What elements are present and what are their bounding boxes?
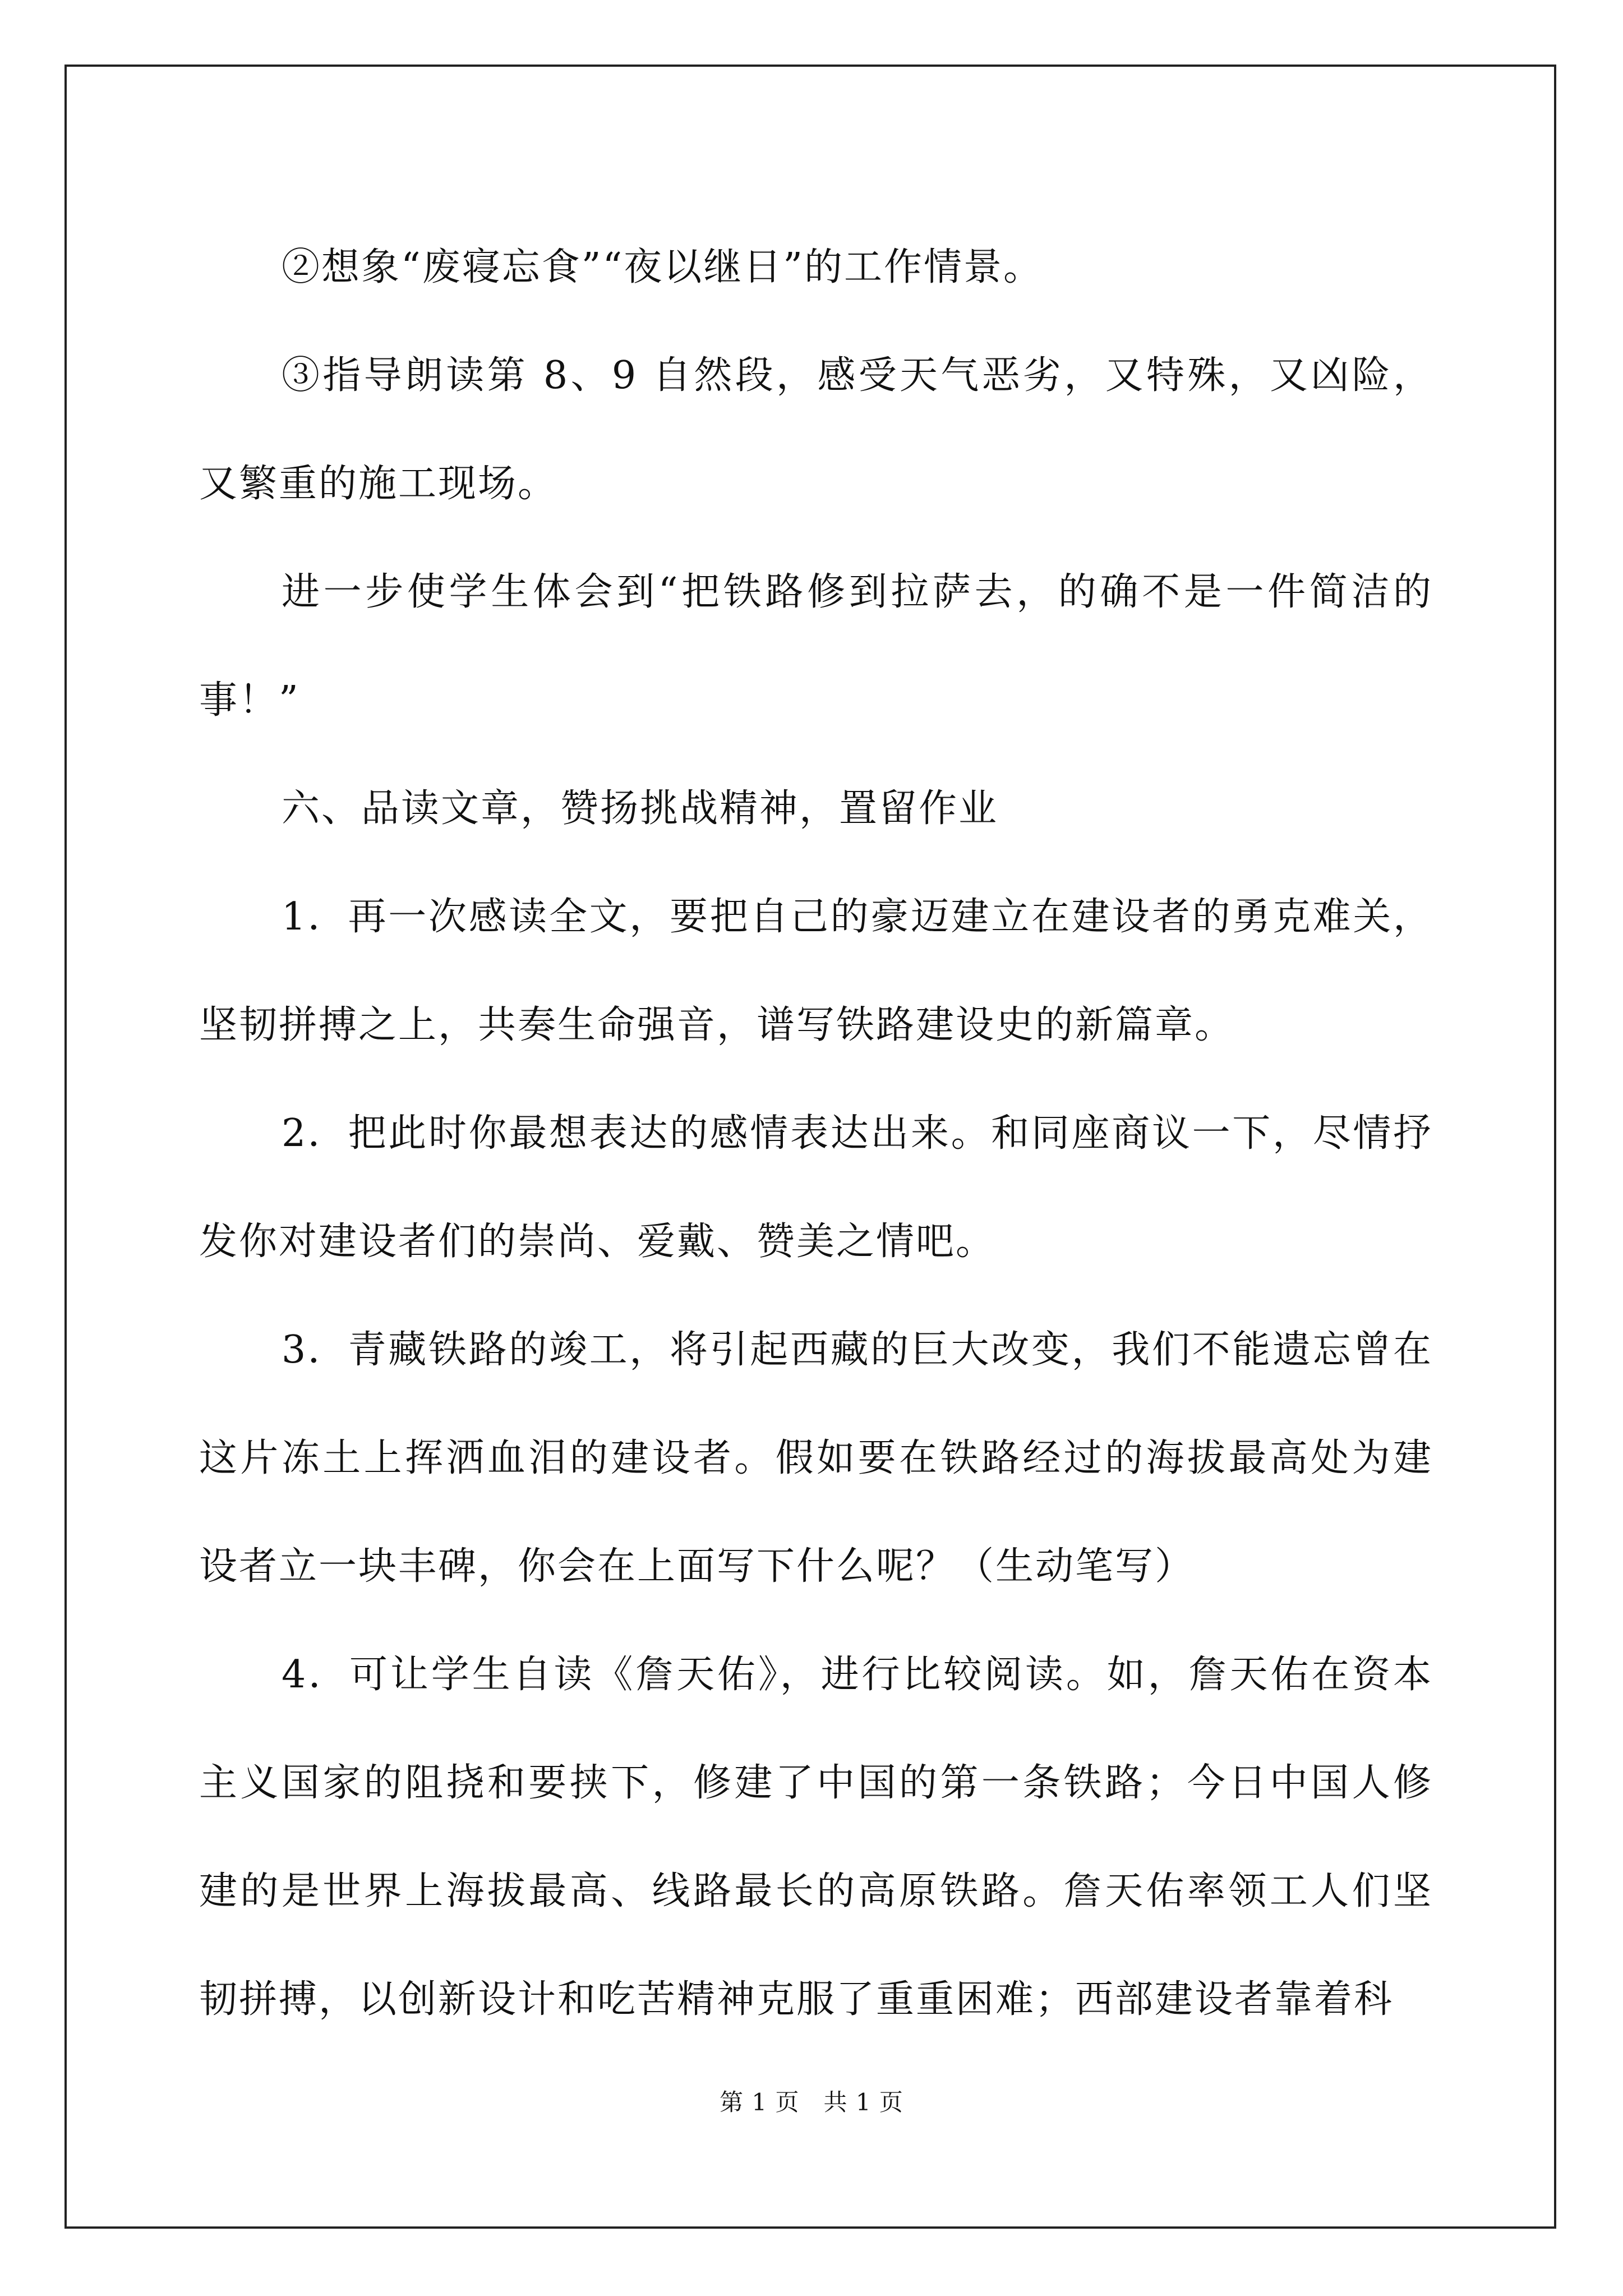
document-body xyxy=(199,213,1433,2054)
list-item-4: 4．可让学生自读《詹天佑》，进行比较阅读。如，詹天佑在资本主义国家的阻挠和要挟下，修建了中国的第一条铁路；今日中国人修建的是世界上海拔最高、线路最长的高原铁路。詹天佑率领工人们坚韧拼搏，以创新设计和吃苦精神克服了重重困难；西部建设者靠着科 xyxy=(199,1653,1433,2022)
list-item-3: 3．青藏铁路的竣工，将引起西藏的巨大改变，我们不能遗忘曾在这片冻土上挥洒血泪的建设者。假如要在铁路经过的海拔最高处为建设者立一块丰碑，你会在上面写下什么呢？（生动笔写） xyxy=(199,1328,1433,1589)
paragraph-2: ③指导朗读第 8、9 自然段，感受天气恶劣，又特殊，又凶险，又繁重的施工现场。 xyxy=(199,353,1433,506)
section-heading-6: 六、品读文章，赞扬挑战精神，置留作业 xyxy=(282,786,999,831)
list-item-1: 1．再一次感读全文，要把自己的豪迈建立在建设者的勇克难关，坚韧拼搏之上，共奏生命强音，谱写铁路建设史的新篇章。 xyxy=(199,895,1433,1047)
list-item-2: 2．把此时你最想表达的感情表达出来。和同座商议一下，尽情抒发你对建设者们的崇尚、爱戴、赞美之情吧。 xyxy=(199,1111,1433,1264)
page-number-footer: 第 1 页 共 1 页 xyxy=(720,2088,903,2116)
paragraph-1: ②想象“废寝忘食”“夜以继日”的工作情景。 xyxy=(282,245,1044,289)
paragraph-3: 进一步使学生体会到“把铁路修到拉萨去，的确不是一件简洁的事！” xyxy=(199,570,1433,723)
